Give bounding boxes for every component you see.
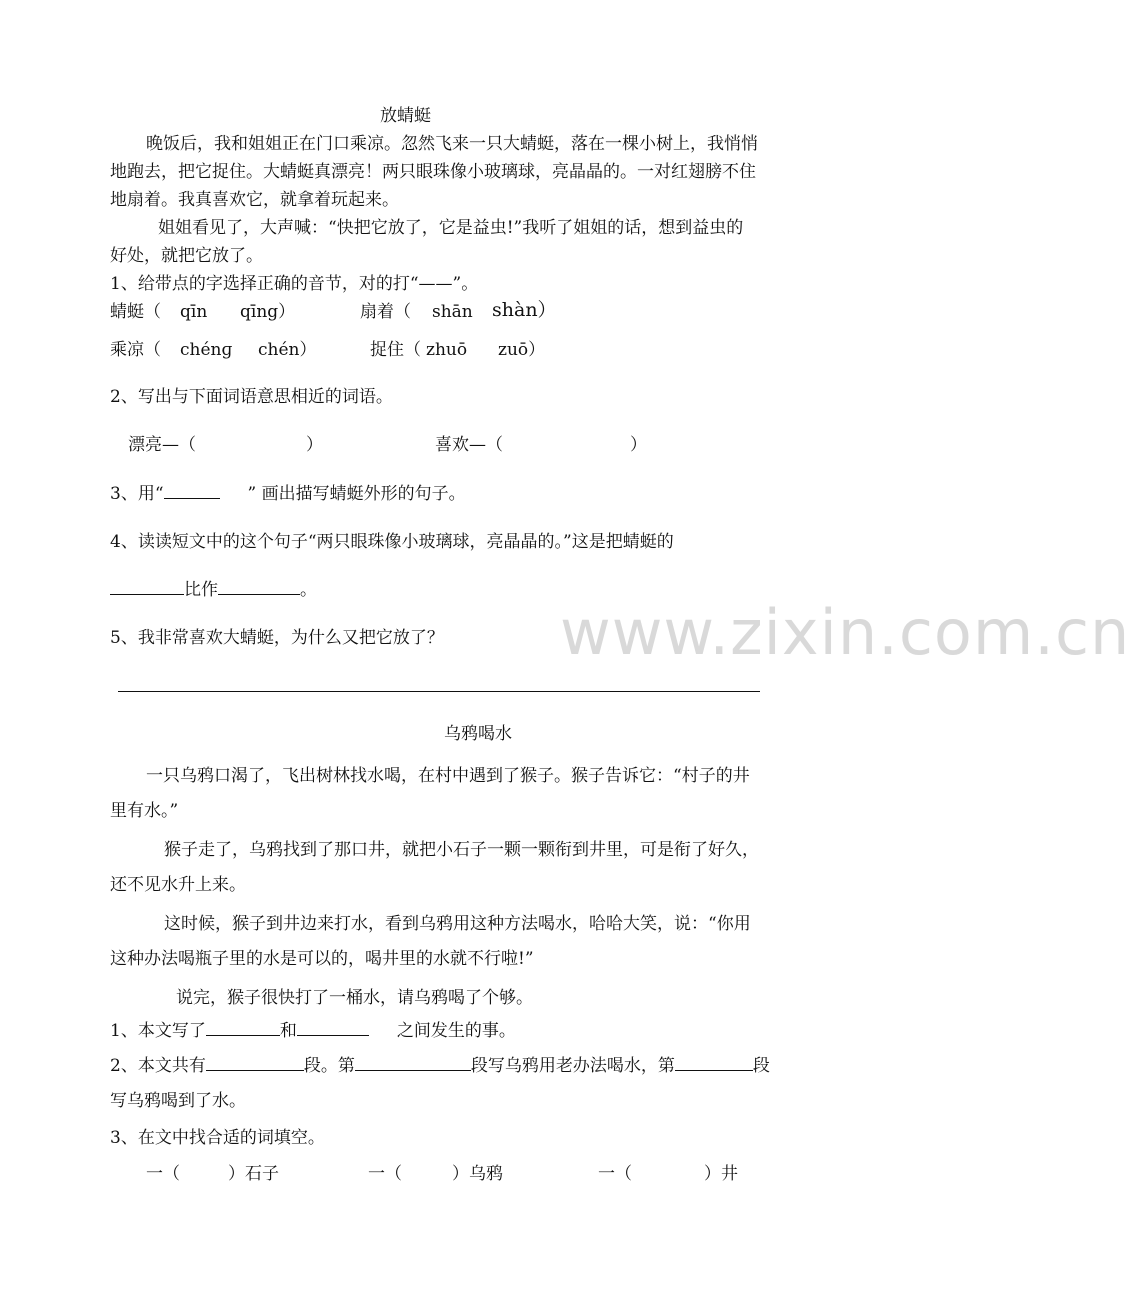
s2q1-he: 和: [279, 1021, 297, 1041]
story2-line-3: 猴子走了，乌鸦找到了那口井，就把小石子一颗一颗衔到井里，可是衔了好久，: [164, 840, 759, 860]
s2q2-prefix: 2、本文共有: [110, 1056, 206, 1076]
synonym-piaoliang-close: ）: [306, 435, 323, 455]
q4-blank-1[interactable]: [110, 578, 184, 595]
pinyin-word-chengliang: 乘凉（: [110, 340, 161, 360]
story2-question-3: 3、在文中找合适的词填空。: [110, 1128, 325, 1148]
story1-question-4: 4、读读短文中的这个句子“两只眼珠像小玻璃球，亮晶晶的。”这是把蜻蜓的: [110, 532, 674, 552]
q4-bizuo: 比作: [184, 580, 218, 600]
pinyin-option-zuo[interactable]: zuō）: [498, 340, 546, 360]
story1-line-2: 地跑去，把它捉住。大蜻蜓真漂亮！两只眼珠像小玻璃球，亮晶晶的。一对红翅膀不住: [110, 162, 756, 182]
pinyin-option-cheng[interactable]: chénɡ: [180, 340, 233, 360]
fill-jing-open: 一（: [598, 1164, 632, 1184]
story2-title: 乌鸦喝水: [444, 724, 512, 744]
story2-question-2-cont: 写乌鸦喝到了水。: [110, 1091, 246, 1111]
s2q1-blank-1[interactable]: [206, 1019, 280, 1036]
pinyin-word-qingting: 蜻蜓（: [110, 302, 161, 322]
story1-line-5: 好处，就把它放了。: [110, 246, 263, 266]
q3-underline-sample: [164, 482, 220, 499]
s2q2-blank-1[interactable]: [206, 1054, 304, 1071]
story1-question-5: 5、我非常喜欢大蜻蜓，为什么又把它放了？: [110, 628, 444, 648]
synonym-xihuan-close: ）: [630, 435, 647, 455]
synonym-piaoliang-label: 漂亮—（: [128, 435, 196, 455]
story2-line-4: 还不见水升上来。: [110, 875, 246, 895]
fill-wuya-close: ）乌鸦: [452, 1164, 503, 1184]
story2-line-7: 说完，猴子很快打了一桶水，请乌鸦喝了个够。: [176, 988, 533, 1008]
story1-question-2: 2、写出与下面词语意思相近的词语。: [110, 387, 393, 407]
s2q2-duan: 段: [752, 1056, 770, 1076]
pinyin-option-chen[interactable]: chén）: [258, 340, 317, 360]
section-divider: [118, 691, 760, 692]
fill-jing-close: ）井: [704, 1164, 738, 1184]
pinyin-word-shanzhe: 扇着（: [360, 302, 411, 322]
story2-question-1: [110, 1019, 516, 1043]
fill-shizi-close: ）石子: [228, 1164, 279, 1184]
story1-line-3: 地扇着。我真喜欢它，就拿着玩起来。: [110, 190, 399, 210]
s2q1-suffix: 之间发生的事。: [396, 1021, 516, 1041]
pinyin-word-zhuozhu: 捉住（: [370, 340, 421, 360]
story1-question-4-fill: [110, 578, 317, 602]
story2-question-2: [110, 1054, 770, 1078]
s2q2-blank-2[interactable]: [355, 1054, 471, 1071]
s2q1-prefix: 1、本文写了: [110, 1021, 206, 1041]
pinyin-option-shan1[interactable]: shān: [432, 302, 473, 322]
s2q2-mid: 段写乌鸦用老办法喝水，第: [470, 1056, 675, 1076]
pinyin-option-qing[interactable]: qīng）: [240, 302, 296, 322]
story1-question-1: 1、给带点的字选择正确的音节，对的打“——”。: [110, 274, 479, 294]
story1-question-3: [110, 482, 466, 506]
q4-period: 。: [300, 580, 317, 600]
story1-line-1: 晚饭后，我和姐姐正在门口乘凉。忽然飞来一只大蜻蜓，落在一棵小树上，我悄悄: [146, 134, 758, 154]
s2q2-di: 段。第: [303, 1056, 355, 1076]
s2q2-blank-3[interactable]: [675, 1054, 753, 1071]
story2-line-1: 一只乌鸦口渴了，飞出树林找水喝，在村中遇到了猴子。猴子告诉它：“村子的井: [146, 766, 750, 786]
fill-shizi-open: 一（: [146, 1164, 180, 1184]
q3-prefix: 3、用“: [110, 484, 164, 504]
synonym-xihuan-label: 喜欢—（: [435, 435, 503, 455]
pinyin-option-qin[interactable]: qīn: [180, 302, 208, 322]
fill-wuya-open: 一（: [368, 1164, 402, 1184]
story1-title: 放蜻蜓: [380, 106, 431, 126]
pinyin-option-shan4[interactable]: shàn）: [492, 299, 557, 321]
story2-line-2: 里有水。”: [110, 801, 179, 821]
q4-blank-2[interactable]: [218, 578, 300, 595]
story2-line-5: 这时候，猴子到井边来打水，看到乌鸦用这种方法喝水，哈哈大笑，说：“你用: [164, 914, 751, 934]
watermark: www.zixin.com.cn: [560, 596, 1130, 669]
pinyin-option-zhuo[interactable]: zhuō: [426, 340, 468, 360]
story1-line-4: 姐姐看见了，大声喊：“快把它放了，它是益虫!”我听了姐姐的话，想到益虫的: [158, 218, 744, 238]
s2q1-blank-2[interactable]: [297, 1019, 369, 1036]
story2-line-6: 这种办法喝瓶子里的水是可以的，喝井里的水就不行啦!”: [110, 949, 534, 969]
q3-suffix: ” 画出描写蜻蜓外形的句子。: [247, 484, 466, 504]
